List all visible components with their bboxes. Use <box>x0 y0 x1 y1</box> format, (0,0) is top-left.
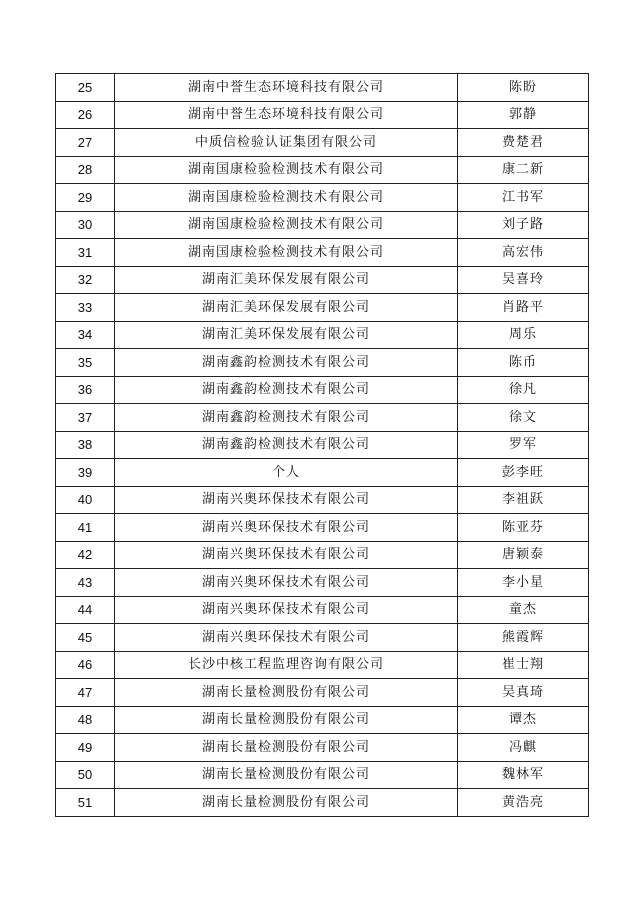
company-cell: 湖南兴奥环保技术有限公司 <box>115 624 458 652</box>
company-cell: 湖南兴奥环保技术有限公司 <box>115 541 458 569</box>
row-number-cell: 45 <box>56 624 115 652</box>
row-number-cell: 30 <box>56 211 115 239</box>
table-row <box>56 294 589 322</box>
person-name-cell: 徐凡 <box>458 376 589 404</box>
row-number-cell: 51 <box>56 789 115 817</box>
company-cell: 湖南兴奥环保技术有限公司 <box>115 514 458 542</box>
table-row <box>56 459 589 487</box>
person-name-cell: 魏林军 <box>458 761 589 789</box>
person-name-cell: 彭李旺 <box>458 459 589 487</box>
row-number-cell: 47 <box>56 679 115 707</box>
person-name-cell: 刘子路 <box>458 211 589 239</box>
company-cell: 湖南鑫韵检测技术有限公司 <box>115 404 458 432</box>
table-row <box>56 761 589 789</box>
person-name-cell: 徐文 <box>458 404 589 432</box>
table-row <box>56 789 589 817</box>
company-cell: 湖南国康检验检测技术有限公司 <box>115 239 458 267</box>
table-row <box>56 74 589 102</box>
company-cell: 中质信检验认证集团有限公司 <box>115 129 458 157</box>
company-cell: 湖南国康检验检测技术有限公司 <box>115 156 458 184</box>
row-number-cell: 33 <box>56 294 115 322</box>
person-name-cell: 冯麒 <box>458 734 589 762</box>
company-cell: 湖南长量检测股份有限公司 <box>115 706 458 734</box>
row-number-cell: 35 <box>56 349 115 377</box>
row-number-cell: 38 <box>56 431 115 459</box>
company-cell: 湖南长量检测股份有限公司 <box>115 734 458 762</box>
table-row <box>56 679 589 707</box>
row-number-cell: 40 <box>56 486 115 514</box>
row-number-cell: 27 <box>56 129 115 157</box>
row-number-cell: 26 <box>56 101 115 129</box>
row-number-cell: 25 <box>56 74 115 102</box>
roster-table-body <box>56 74 589 817</box>
table-row <box>56 156 589 184</box>
row-number-cell: 39 <box>56 459 115 487</box>
table-row <box>56 624 589 652</box>
person-name-cell: 陈盼 <box>458 74 589 102</box>
company-cell: 湖南鑫韵检测技术有限公司 <box>115 349 458 377</box>
row-number-cell: 43 <box>56 569 115 597</box>
table-row <box>56 266 589 294</box>
person-name-cell: 唐颖泰 <box>458 541 589 569</box>
table-row <box>56 706 589 734</box>
company-cell: 湖南中誉生态环境科技有限公司 <box>115 101 458 129</box>
company-cell: 湖南国康检验检测技术有限公司 <box>115 211 458 239</box>
company-cell: 湖南鑫韵检测技术有限公司 <box>115 431 458 459</box>
row-number-cell: 49 <box>56 734 115 762</box>
table-row <box>56 431 589 459</box>
person-name-cell: 康二新 <box>458 156 589 184</box>
row-number-cell: 29 <box>56 184 115 212</box>
company-cell: 湖南兴奥环保技术有限公司 <box>115 569 458 597</box>
row-number-cell: 28 <box>56 156 115 184</box>
row-number-cell: 32 <box>56 266 115 294</box>
row-number-cell: 44 <box>56 596 115 624</box>
person-name-cell: 江书军 <box>458 184 589 212</box>
person-name-cell: 周乐 <box>458 321 589 349</box>
company-cell: 湖南汇美环保发展有限公司 <box>115 321 458 349</box>
person-name-cell: 陈币 <box>458 349 589 377</box>
company-cell: 湖南长量检测股份有限公司 <box>115 679 458 707</box>
company-cell: 湖南国康检验检测技术有限公司 <box>115 184 458 212</box>
row-number-cell: 46 <box>56 651 115 679</box>
person-name-cell: 吴真琦 <box>458 679 589 707</box>
person-name-cell: 肖路平 <box>458 294 589 322</box>
person-name-cell: 费楚君 <box>458 129 589 157</box>
person-name-cell: 吴喜玲 <box>458 266 589 294</box>
table-row <box>56 404 589 432</box>
company-cell: 湖南中誉生态环境科技有限公司 <box>115 74 458 102</box>
company-cell: 湖南兴奥环保技术有限公司 <box>115 596 458 624</box>
table-row <box>56 129 589 157</box>
table-row <box>56 376 589 404</box>
table-row <box>56 596 589 624</box>
company-cell: 湖南长量检测股份有限公司 <box>115 789 458 817</box>
person-name-cell: 崔士翔 <box>458 651 589 679</box>
row-number-cell: 50 <box>56 761 115 789</box>
table-row <box>56 211 589 239</box>
row-number-cell: 31 <box>56 239 115 267</box>
table-row <box>56 514 589 542</box>
company-cell: 湖南鑫韵检测技术有限公司 <box>115 376 458 404</box>
person-name-cell: 童杰 <box>458 596 589 624</box>
person-name-cell: 谭杰 <box>458 706 589 734</box>
table-row <box>56 349 589 377</box>
company-cell: 湖南汇美环保发展有限公司 <box>115 294 458 322</box>
table-row <box>56 569 589 597</box>
company-cell: 湖南长量检测股份有限公司 <box>115 761 458 789</box>
company-cell: 湖南兴奥环保技术有限公司 <box>115 486 458 514</box>
person-name-cell: 黄浩亮 <box>458 789 589 817</box>
table-row <box>56 486 589 514</box>
person-name-cell: 熊霞辉 <box>458 624 589 652</box>
person-name-cell: 高宏伟 <box>458 239 589 267</box>
row-number-cell: 41 <box>56 514 115 542</box>
company-cell: 长沙中核工程监理咨询有限公司 <box>115 651 458 679</box>
row-number-cell: 48 <box>56 706 115 734</box>
table-row <box>56 321 589 349</box>
table-row <box>56 239 589 267</box>
row-number-cell: 34 <box>56 321 115 349</box>
person-name-cell: 郭静 <box>458 101 589 129</box>
table-row <box>56 734 589 762</box>
row-number-cell: 36 <box>56 376 115 404</box>
row-number-cell: 42 <box>56 541 115 569</box>
roster-table <box>55 73 589 817</box>
company-cell: 湖南汇美环保发展有限公司 <box>115 266 458 294</box>
table-row <box>56 541 589 569</box>
person-name-cell: 李小星 <box>458 569 589 597</box>
row-number-cell: 37 <box>56 404 115 432</box>
table-row <box>56 651 589 679</box>
person-name-cell: 李祖跃 <box>458 486 589 514</box>
company-cell: 个人 <box>115 459 458 487</box>
person-name-cell: 罗军 <box>458 431 589 459</box>
person-name-cell: 陈亚芬 <box>458 514 589 542</box>
table-row <box>56 101 589 129</box>
table-row <box>56 184 589 212</box>
